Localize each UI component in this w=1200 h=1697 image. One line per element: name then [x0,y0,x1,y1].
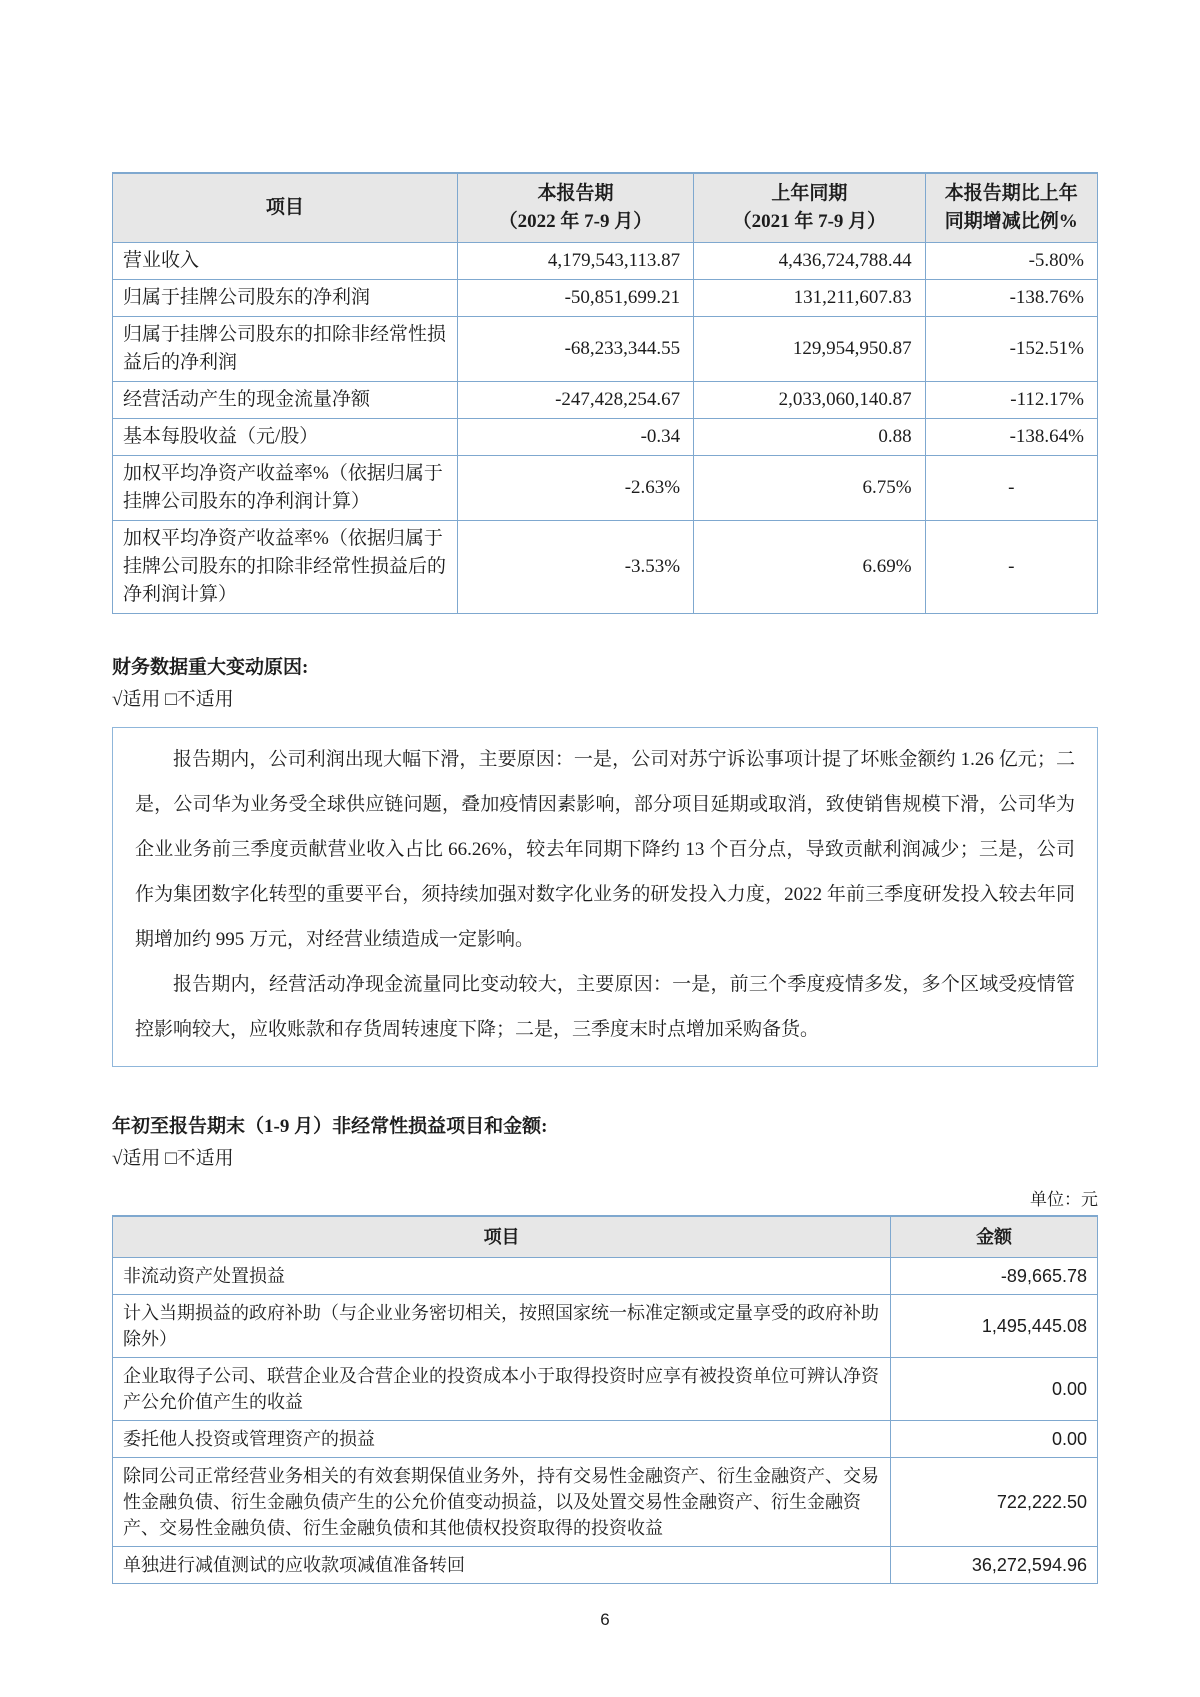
column-header-item: 项目 [113,1216,891,1258]
reason-paragraph: 报告期内，公司利润出现大幅下滑，主要原因：一是，公司对苏宁诉讼事项计提了坏账金额约 1.26 亿元；二是，公司华为业务受全球供应链问题，叠加疫情因素影响，部分项目延期或取消，致使销售规模下滑，公司华为企业业务前三季度贡献营业收入占比 66.26%，较去年同期下降约 13 个百分点，导致贡献利润减少；三是，公司作为集团数字化转型的重要平台，须持续加强对数字化业务的研发投入力度，2022 年前三季度研发投入较去年同期增加约 995 万元，对经营业绩造成一定影响。 [135,749,1075,950]
checked-applicable-option: √适用 [112,689,161,710]
row-change-value: - [925,456,1097,521]
row-prior-value: 131,211,607.83 [694,280,925,317]
row-item-label: 企业取得子公司、联营企业及合营企业的投资成本小于取得投资时应享有被投资单位可辨认净资产公允价值产生的收益 [113,1358,891,1421]
row-change-value: -138.76% [925,280,1097,317]
row-current-value: -0.34 [457,419,693,456]
table-row [113,382,1098,419]
unit-label: 单位：元 [1030,1190,1098,1209]
column-header-item [113,173,458,243]
row-item-label: 加权平均净资产收益率%（依据归属于挂牌公司股东的扣除非经常性损益后的净利润计算） [113,521,458,614]
applicability-line [112,1144,1098,1174]
table-row [113,419,1098,456]
row-prior-value: 4,436,724,788.44 [694,243,925,280]
table-row [113,1358,1098,1421]
section-title-change-reasons: 财务数据重大变动原因: [112,657,309,678]
table-row [113,1295,1098,1358]
row-prior-value: 6.75% [694,456,925,521]
row-prior-value: 2,033,060,140.87 [694,382,925,419]
page-number: 6 [600,1610,610,1629]
unchecked-not-applicable-option: □不适用 [165,1148,234,1169]
row-amount-value: 0.00 [891,1358,1098,1421]
column-header-prior-period: 上年同期 （2021 年 7-9 月） [694,173,925,243]
table-header-row [113,173,1098,243]
column-header-change-ratio: 本报告期比上年 同期增减比例% [925,173,1097,243]
row-item-label: 营业收入 [113,243,458,280]
row-amount-value: 0.00 [891,1421,1098,1458]
row-item-label: 计入当期损益的政府补助（与企业业务密切相关，按照国家统一标准定额或定量享受的政府补助除外） [113,1295,891,1358]
table-row [113,1547,1098,1584]
nonrecurring-items-table [112,1215,1098,1584]
key-financials-table [112,172,1098,614]
row-item-label: 基本每股收益（元/股） [113,419,458,456]
column-header-current-period: 本报告期 （2022 年 7-9 月） [457,173,693,243]
row-item-label: 非流动资产处置损益 [113,1258,891,1295]
row-prior-value: 6.69% [694,521,925,614]
row-item-label: 除同公司正常经营业务相关的有效套期保值业务外，持有交易性金融资产、衍生金融资产、交易性金融负债、衍生金融负债产生的公允价值变动损益，以及处置交易性金融资产、衍生金融资产、交易性金融负债、衍生金融负债和其他债权投资取得的投资收益 [113,1458,891,1547]
row-amount-value: 1,495,445.08 [891,1295,1098,1358]
row-prior-value: 129,954,950.87 [694,317,925,382]
applicability-line [112,685,1098,715]
table-row [113,1258,1098,1295]
table-header-row [113,1216,1098,1258]
column-header-amount: 金额 [891,1216,1098,1258]
change-reasons-text-box [112,727,1098,1067]
reason-paragraph: 报告期内，经营活动净现金流量同比变动较大，主要原因：一是，前三个季度疫情多发，多个区域受疫情管控影响较大，应收账款和存货周转速度下降；二是，三季度末时点增加采购备货。 [135,974,1075,1040]
table-row [113,1458,1098,1547]
row-change-value: -138.64% [925,419,1097,456]
row-current-value: -3.53% [457,521,693,614]
row-amount-value: 36,272,594.96 [891,1547,1098,1584]
row-item-label: 加权平均净资产收益率%（依据归属于挂牌公司股东的净利润计算） [113,456,458,521]
row-change-value: - [925,521,1097,614]
table-row [113,280,1098,317]
section-title-nonrecurring: 年初至报告期末（1-9 月）非经常性损益项目和金额: [112,1116,548,1137]
row-current-value: -68,233,344.55 [457,317,693,382]
row-amount-value: -89,665.78 [891,1258,1098,1295]
table-row [113,317,1098,382]
row-current-value: 4,179,543,113.87 [457,243,693,280]
row-prior-value: 0.88 [694,419,925,456]
row-item-label: 委托他人投资或管理资产的损益 [113,1421,891,1458]
unchecked-not-applicable-option: □不适用 [165,689,234,710]
row-item-label: 经营活动产生的现金流量净额 [113,382,458,419]
table-row [113,521,1098,614]
row-change-value: -152.51% [925,317,1097,382]
row-change-value: -112.17% [925,382,1097,419]
row-change-value: -5.80% [925,243,1097,280]
table-row [113,1421,1098,1458]
checked-applicable-option: √适用 [112,1148,161,1169]
row-current-value: -247,428,254.67 [457,382,693,419]
table-row [113,243,1098,280]
table-row [113,456,1098,521]
row-current-value: -2.63% [457,456,693,521]
row-item-label: 单独进行减值测试的应收款项减值准备转回 [113,1547,891,1584]
row-item-label: 归属于挂牌公司股东的扣除非经常性损益后的净利润 [113,317,458,382]
row-current-value: -50,851,699.21 [457,280,693,317]
header-item-label: 项目 [265,197,304,218]
row-item-label: 归属于挂牌公司股东的净利润 [113,280,458,317]
row-amount-value: 722,222.50 [891,1458,1098,1547]
